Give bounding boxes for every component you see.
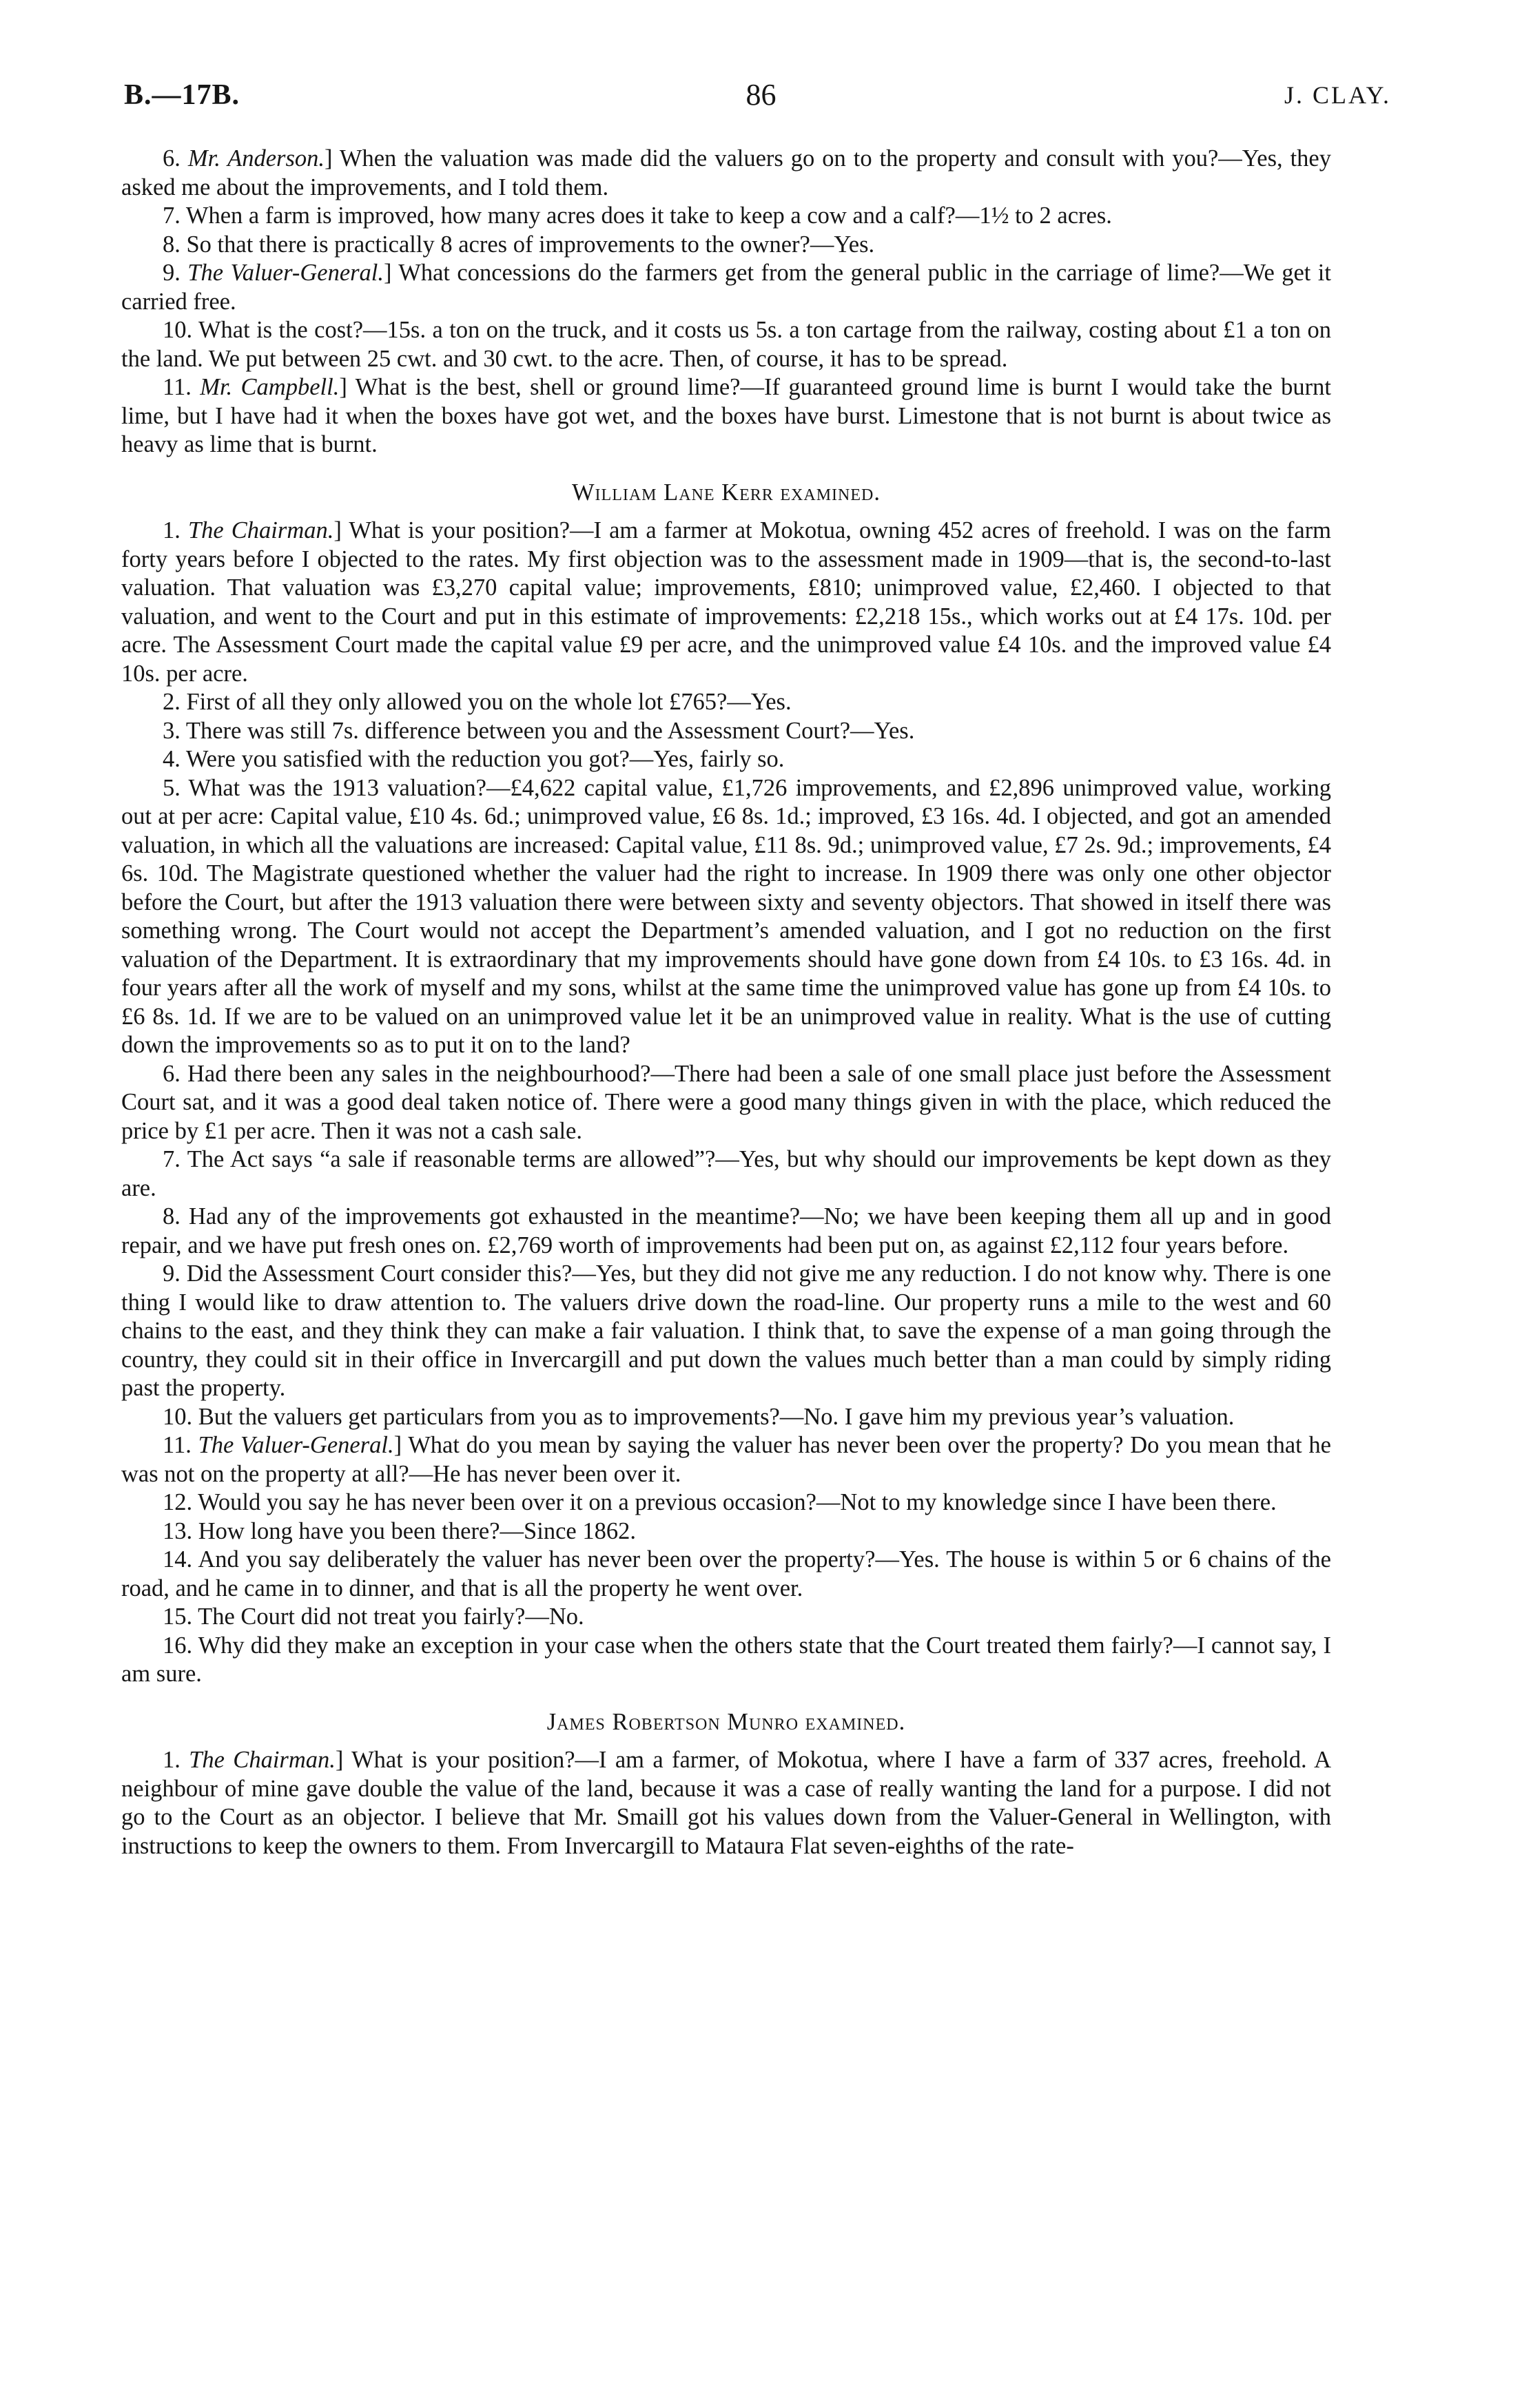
testimony-paragraph [121, 259, 1331, 316]
testimony-text: 4. Were you satisfied with the reduction you got?—Yes, fairly so. [163, 746, 785, 772]
testimony-paragraph [121, 774, 1331, 1060]
testimony-paragraph [121, 517, 1331, 688]
testimony-text: 2. First of all they only allowed you on the whole lot £765?—Yes. [163, 689, 792, 715]
testimony-text: 15. The Court did not treat you fairly?—No. [163, 1603, 584, 1630]
testimony-paragraph [121, 1546, 1331, 1603]
testimony-text: 16. Why did they make an exception in your case when the others state that the Court treated them fairly?—I cannot say, I am sure. [121, 1632, 1331, 1687]
kerr-section-title: William Lane Kerr examined. [571, 479, 881, 506]
testimony-paragraph [121, 1746, 1331, 1860]
testimony-text: ] What do you mean by saying the valuer has never been over the property? Do you mean that he was not on the property at all?—He has never been over it. [121, 1432, 1331, 1487]
document-reference: B.—17B. [124, 79, 240, 111]
witness-running-head: J. CLAY. [1284, 81, 1391, 109]
testimony-text: 7. The Act says “a sale if reasonable terms are allowed”?—Yes, but why should our improvements be kept down as they are. [121, 1146, 1331, 1201]
testimony-paragraph [121, 316, 1331, 373]
testimony-text: 6. Had there been any sales in the neighbourhood?—There had been a sale of one small place just before the Assessment Court sat, and it was a good deal taken notice of. There were a good many things given in with the place, which reduced the price by £1 per acre. Then it was not a cash sale. [121, 1060, 1331, 1144]
testimony-text: 12. Would you say he has never been over it on a previous occasion?—Not to my knowledge since I have been there. [163, 1489, 1277, 1515]
speaker-name: The Valuer-General. [187, 260, 384, 286]
testimony-text: ] What concessions do the farmers get from the general public in the carriage of lime?—We get it carried free. [121, 260, 1331, 315]
testimony-paragraph [121, 717, 1331, 746]
munro-testimony [121, 1746, 1331, 1860]
testimony-paragraph [121, 145, 1331, 202]
testimony-paragraph [121, 202, 1331, 231]
testimony-text: 7. When a farm is improved, how many acres does it take to keep a cow and a calf?—1½ to 2 acres. [163, 203, 1112, 229]
question-number: 1. [163, 517, 188, 543]
testimony-text: ] What is your position?—I am a farmer, of Mokotua, where I have a farm of 337 acres, freehold. A neighbour of mine gave double the value of the land, because it was a case of really wanting the land for a purpose. I did not go to the Court as an objector. I believe that Mr. Smaill got his values down from the Valuer-General in Wellington, with instructions to keep the owners to them. From Invercargill to Mataura Flat seven-eighths of the rate- [121, 1747, 1332, 1859]
page-body [121, 145, 1331, 1860]
testimony-paragraph [121, 688, 1331, 717]
speaker-name: The Chairman. [187, 517, 334, 543]
question-number: 6. [163, 145, 188, 172]
question-number: 9. [163, 260, 188, 286]
testimony-text: ] When the valuation was made did the valuers go on to the property and consult with you?—Yes, they asked me about the improvements, and I told them. [121, 145, 1331, 200]
testimony-text: 5. What was the 1913 valuation?—£4,622 capital value, £1,726 improvements, and £2,896 unimproved value, working out at per acre: Capital value, £10 4s. 6d.; unimproved value, £6 8s. 1d.; improved, £3 16s. 4d. I objected, and got an amended valuation, in which all the valuations are increased: Capital value, £11 8s. 9d.; unimproved value, £7 2s. 9d.; improvements, £4 6s. 10d. The Magistrate questioned whether the valuer had the right to increase. In 1909 there was only one other objector before the Court, but after the 1913 valuation there were between sixty and seventy objectors. That showed in itself there was something wrong. The Court would not accept the Department’s amended valuation, and I got no reduction on the first valuation of the Department. It is extraordinary that my improvements should have gone down from £4 10s. to £3 16s. 4d. in four years after all the work of myself and my sons, whilst at the same time the unimproved value has gone up from £4 10s. to £6 8s. 1d. If we are to be valued on an unimproved value let it be an unimproved value in reality. What is the use of cutting down the improvements so as to put it on to the land? [121, 774, 1331, 1058]
question-number: 11. [163, 374, 200, 400]
speaker-name: The Chairman. [189, 1747, 336, 1773]
clay-testimony [121, 145, 1331, 459]
speaker-name: Mr. Anderson. [187, 145, 325, 172]
munro-section-title: James Robertson Munro examined. [546, 1708, 906, 1735]
testimony-text: 14. And you say deliberately the valuer has never been over the property?—Yes. The house is within 5 or 6 chains of the road, and he came in to dinner, and that is all the property he went over. [121, 1546, 1331, 1601]
testimony-paragraph [121, 1517, 1331, 1546]
testimony-paragraph [121, 1431, 1331, 1488]
question-number: 1. [163, 1747, 189, 1773]
page-number: 86 [745, 78, 777, 112]
testimony-text: ] What is the best, shell or ground lime?—If guaranteed ground lime is burnt I would take the burnt lime, but I have had it when the boxes have got wet, and the boxes have burst. Limestone that is not burnt is about twice as heavy as lime that is burnt. [121, 374, 1331, 457]
testimony-paragraph [121, 1403, 1331, 1432]
testimony-paragraph [121, 1203, 1331, 1260]
testimony-text: 10. But the valuers get particulars from you as to improvements?—No. I gave him my previous year’s valuation. [163, 1403, 1235, 1430]
testimony-paragraph [121, 745, 1331, 774]
testimony-text: 10. What is the cost?—15s. a ton on the truck, and it costs us 5s. a ton cartage from the railway, costing about £1 a ton on the land. We put between 25 cwt. and 30 cwt. to the acre. Then, of course, it has to be spread. [121, 317, 1331, 372]
page-header [124, 74, 1398, 116]
question-number: 11. [163, 1432, 198, 1458]
testimony-text: 8. Had any of the improvements got exhausted in the meantime?—No; we have been keeping them all up and in good repair, and we have put fresh ones on. £2,769 worth of improvements had been put on, as against £2,112 four years before. [121, 1203, 1331, 1258]
testimony-text: 8. So that there is practically 8 acres of improvements to the owner?—Yes. [163, 231, 875, 258]
testimony-text: 3. There was still 7s. difference between you and the Assessment Court?—Yes. [163, 717, 915, 744]
speaker-name: Mr. Campbell. [200, 374, 340, 400]
testimony-paragraph [121, 1603, 1331, 1632]
kerr-testimony [121, 517, 1331, 1689]
testimony-paragraph [121, 1060, 1331, 1146]
testimony-paragraph [121, 1488, 1331, 1517]
speaker-name: The Valuer-General. [198, 1432, 394, 1458]
testimony-text: ] What is your position?—I am a farmer at Mokotua, owning 452 acres of freehold. I was on the farm forty years before I objected to the rates. My first objection was to the assessment made in 1909—that is, the second-to-last valuation. That valuation was £3,270 capital value; improvements, £810; unimproved value, £2,460. I objected to that valuation, and went to the Court and put in this estimate of improvements: £2,218 15s., which works out at £4 17s. 10d. per acre. The Assessment Court made the capital value £9 per acre, and the unimproved value £4 10s. and the improved value £4 10s. per acre. [121, 517, 1332, 687]
testimony-text: 9. Did the Assessment Court consider this?—Yes, but they did not give me any reduction. I do not know why. There is one thing I would like to draw attention to. The valuers drive down the road-line. Our property runs a mile to the west and 60 chains to the east, and they think they can make a fair valuation. I think that, to save the expense of a man going through the country, they could sit in their office in Invercargill and put down the values much better than a man could by simply riding past the property. [121, 1260, 1331, 1401]
testimony-text: 13. How long have you been there?—Since 1862. [163, 1517, 636, 1544]
testimony-paragraph [121, 1145, 1331, 1203]
testimony-paragraph [121, 1260, 1331, 1403]
testimony-paragraph [121, 231, 1331, 260]
testimony-paragraph [121, 1632, 1331, 1689]
testimony-paragraph [121, 373, 1331, 459]
